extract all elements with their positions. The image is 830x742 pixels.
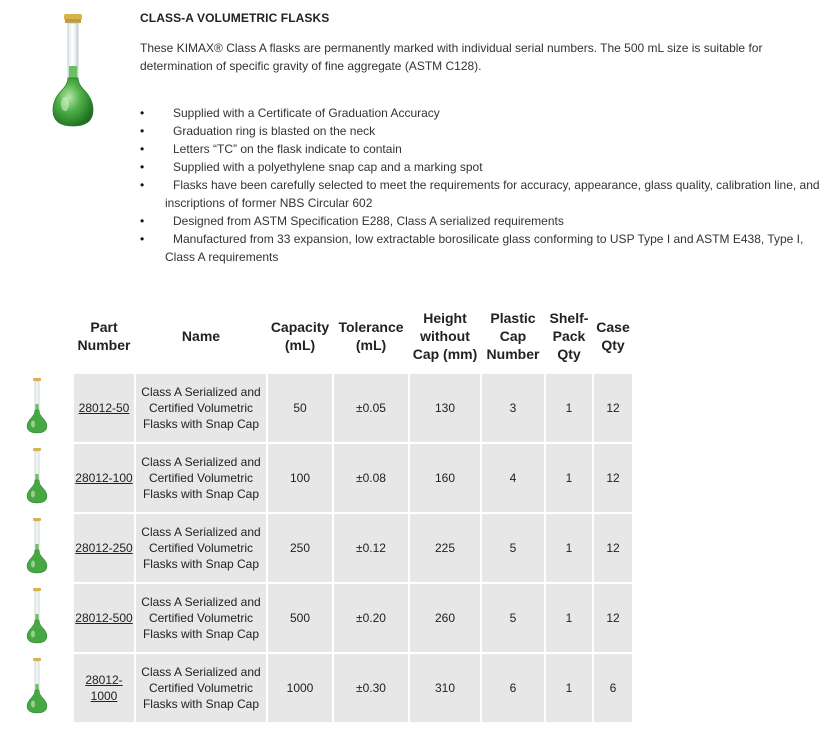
volumetric-flask-icon	[26, 658, 48, 714]
case-qty-cell: 12	[594, 374, 632, 442]
shelf-pack-cell: 1	[546, 654, 592, 722]
part-number-link[interactable]: 28012-1000	[85, 673, 123, 703]
height-cell: 225	[410, 514, 480, 582]
height-cell: 160	[410, 444, 480, 512]
tolerance-cell: ±0.20	[334, 584, 408, 652]
tolerance-cell: ±0.12	[334, 514, 408, 582]
feature-text: Graduation ring is blasted on the neck	[173, 124, 376, 138]
case-qty-cell: 12	[594, 514, 632, 582]
cap-number-cell: 5	[482, 514, 544, 582]
part-number-cell	[74, 444, 134, 512]
volumetric-flask-icon	[26, 518, 48, 574]
name-cell: Class A Serialized and Certified Volumetric Flasks with Snap Cap	[136, 654, 266, 722]
capacity-cell: 250	[268, 514, 332, 582]
name-cell: Class A Serialized and Certified Volumetric Flasks with Snap Cap	[136, 514, 266, 582]
height-header: Height without Cap (mm)	[412, 310, 478, 362]
part-number-link[interactable]: 28012-250	[75, 541, 133, 555]
image-column-header	[2, 300, 72, 372]
capacity-cell: 100	[268, 444, 332, 512]
product-thumbnail[interactable]	[2, 654, 72, 722]
cap-number-cell: 3	[482, 374, 544, 442]
shelf-pack-cell: 1	[546, 374, 592, 442]
list-item	[140, 140, 820, 158]
list-item	[140, 122, 820, 140]
cap-number-header: Plastic Cap Number	[486, 310, 540, 362]
list-item	[140, 158, 820, 176]
volumetric-flask-icon	[50, 14, 96, 130]
part-number-cell	[74, 654, 134, 722]
capacity-cell: 50	[268, 374, 332, 442]
feature-text: Manufactured from 33 expansion, low extractable borosilicate glass conforming to USP Type I and ASTM E438, Type I, Class A requirements	[165, 232, 804, 264]
part-number-cell	[74, 514, 134, 582]
feature-text: Supplied with a Certificate of Graduation Accuracy	[173, 106, 440, 120]
list-item	[140, 212, 820, 230]
part-number-header: Part Number	[77, 319, 131, 353]
case-qty-cell: 12	[594, 444, 632, 512]
table-row	[2, 514, 632, 582]
part-number-link[interactable]: 28012-100	[75, 471, 133, 485]
volumetric-flask-icon	[26, 378, 48, 434]
shelf-pack-cell: 1	[546, 584, 592, 652]
case-qty-cell: 12	[594, 584, 632, 652]
height-cell: 130	[410, 374, 480, 442]
shelf-pack-header: Shelf-Pack Qty	[549, 310, 589, 362]
table-row	[2, 444, 632, 512]
feature-text: Supplied with a polyethylene snap cap and a marking spot	[173, 160, 483, 174]
name-header: Name	[181, 328, 221, 344]
product-thumbnail[interactable]	[2, 584, 72, 652]
shelf-pack-cell: 1	[546, 444, 592, 512]
cap-number-cell: 6	[482, 654, 544, 722]
capacity-cell: 1000	[268, 654, 332, 722]
tolerance-header: Tolerance (mL)	[338, 319, 404, 353]
tolerance-cell: ±0.30	[334, 654, 408, 722]
product-thumbnail[interactable]	[2, 374, 72, 442]
feature-list	[140, 104, 820, 266]
shelf-pack-cell: 1	[546, 514, 592, 582]
product-thumbnail[interactable]	[2, 514, 72, 582]
tolerance-cell: ±0.05	[334, 374, 408, 442]
feature-text: Designed from ASTM Specification E288, Class A serialized requirements	[173, 214, 564, 228]
name-cell: Class A Serialized and Certified Volumetric Flasks with Snap Cap	[136, 374, 266, 442]
table-row	[2, 584, 632, 652]
part-number-link[interactable]: 28012-50	[78, 401, 130, 415]
feature-text: Flasks have been carefully selected to meet the requirements for accuracy, appearance, glass quality, calibration line, and inscriptions of former NBS Circular 602	[165, 178, 820, 210]
list-item	[140, 104, 820, 122]
name-cell: Class A Serialized and Certified Volumetric Flasks with Snap Cap	[136, 584, 266, 652]
tolerance-cell: ±0.08	[334, 444, 408, 512]
volumetric-flask-icon	[26, 448, 48, 504]
product-thumbnail[interactable]	[2, 444, 72, 512]
capacity-header: Capacity (mL)	[270, 319, 330, 353]
product-table	[0, 298, 634, 724]
table-row	[2, 654, 632, 722]
height-cell: 260	[410, 584, 480, 652]
table-header-row	[2, 300, 632, 372]
list-item	[140, 230, 820, 266]
product-description: These KIMAX® Class A flasks are permanently marked with individual serial numbers. The 500 mL size is suitable for determination of specific gravity of fine aggregate (ASTM C128).	[140, 41, 763, 73]
part-number-cell	[74, 584, 134, 652]
capacity-cell: 500	[268, 584, 332, 652]
height-cell: 310	[410, 654, 480, 722]
volumetric-flask-icon	[26, 588, 48, 644]
case-qty-header: Case Qty	[596, 319, 630, 353]
cap-number-cell: 4	[482, 444, 544, 512]
table-row	[2, 374, 632, 442]
page-title: CLASS-A VOLUMETRIC FLASKS	[140, 11, 330, 25]
list-item	[140, 176, 820, 212]
name-cell: Class A Serialized and Certified Volumetric Flasks with Snap Cap	[136, 444, 266, 512]
part-number-link[interactable]: 28012-500	[75, 611, 133, 625]
cap-number-cell: 5	[482, 584, 544, 652]
part-number-cell	[74, 374, 134, 442]
feature-text: Letters “TC” on the flask indicate to contain	[173, 142, 402, 156]
case-qty-cell: 6	[594, 654, 632, 722]
